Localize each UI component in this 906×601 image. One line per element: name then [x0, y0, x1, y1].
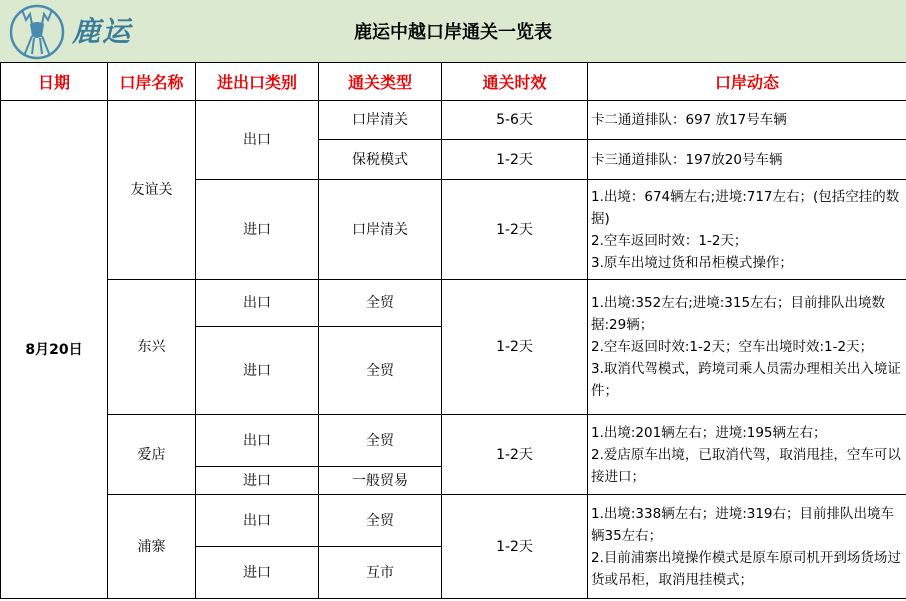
- dynamic-line: 2.目前浦寨出境操作模式是原车原司机开到场货场过货或吊柜，取消甩挂模式；: [591, 549, 901, 588]
- table-row: [1, 101, 906, 140]
- direction-cell: 出口: [196, 415, 319, 467]
- direction-cell: 出口: [196, 101, 319, 180]
- table-row: [1, 280, 906, 327]
- clearance-time-cell: 1-2天: [442, 280, 588, 415]
- table-row: [1, 495, 906, 547]
- dynamic-line: 2.爱店原车出境，已取消代驾，取消甩挂，空车可以接进口；: [591, 446, 901, 485]
- dynamic-line: 3.取消代驾模式，跨境司乘人员需办理相关出入境证件；: [591, 361, 901, 399]
- port-dynamic-cell: [588, 280, 906, 415]
- port-dynamic-cell: [588, 101, 906, 140]
- port-dynamic-cell: [588, 495, 906, 599]
- header-clearance-type: 通关类型: [319, 63, 442, 101]
- table-header-row: [1, 63, 906, 101]
- port-name-cell: 浦寨: [108, 495, 196, 599]
- port-dynamic-cell: [588, 180, 906, 280]
- clearance-type-cell: 全贸: [319, 280, 442, 327]
- clearance-type-cell: 全贸: [319, 495, 442, 547]
- table-row: [1, 415, 906, 467]
- direction-cell: 出口: [196, 495, 319, 547]
- logo-text: 鹿运: [72, 15, 133, 48]
- dynamic-line: 1.出境：674辆左右;进境:717左右；(包括空挂的数据): [591, 188, 900, 227]
- dynamic-line: 1.出境:201辆左右；进境:195辆左右；: [591, 424, 827, 441]
- direction-cell: 进口: [196, 467, 319, 495]
- header-port-name: 口岸名称: [108, 63, 196, 101]
- port-dynamic-cell: [588, 415, 906, 495]
- header-date: 日期: [1, 63, 108, 101]
- clearance-type-cell: 口岸清关: [319, 101, 442, 140]
- clearance-time-cell: 1-2天: [442, 180, 588, 280]
- port-name-cell: 友谊关: [108, 101, 196, 280]
- direction-cell: 进口: [196, 180, 319, 280]
- dynamic-line: 卡三通道排队：197放20号车辆: [591, 151, 783, 168]
- dynamic-line: 2.空车返回时效：1-2天；: [591, 232, 748, 249]
- port-name-cell: 爱店: [108, 415, 196, 495]
- port-name-cell: 东兴: [108, 280, 196, 415]
- clearance-time-cell: 1-2天: [442, 140, 588, 180]
- dynamic-line: 1.出境:352左右;进境:315左右；目前排队出境数据:29辆；: [591, 295, 886, 333]
- dynamic-line: 3.原车出境过货和吊柜模式操作；: [591, 254, 793, 271]
- date-cell: 8月20日: [1, 101, 108, 599]
- clearance-time-cell: 1-2天: [442, 415, 588, 495]
- clearance-time-cell: 5-6天: [442, 101, 588, 140]
- clearance-type-cell: 互市: [319, 547, 442, 599]
- direction-cell: 进口: [196, 547, 319, 599]
- clearance-type-cell: 全贸: [319, 327, 442, 415]
- direction-cell: 出口: [196, 280, 319, 327]
- header-port-dynamics: 口岸动态: [588, 63, 906, 101]
- dynamic-line: 2.空车返回时效:1-2天；空车出境时效:1-2天；: [591, 339, 874, 355]
- header-direction: 进出口类别: [196, 63, 319, 101]
- clearance-type-cell: 保税模式: [319, 140, 442, 180]
- dynamic-line: 卡二通道排队：697 放17号车辆: [591, 112, 787, 128]
- clearance-type-cell: 口岸清关: [319, 180, 442, 280]
- port-dynamic-cell: [588, 140, 906, 180]
- port-clearance-table: [0, 62, 906, 599]
- direction-cell: 进口: [196, 327, 319, 415]
- clearance-type-cell: 一般贸易: [319, 467, 442, 495]
- title-banner: [0, 0, 906, 63]
- clearance-type-cell: 全贸: [319, 415, 442, 467]
- clearance-time-cell: 1-2天: [442, 495, 588, 599]
- page-title: 鹿运中越口岸通关一览表: [354, 22, 552, 43]
- header-clearance-time: 通关时效: [442, 63, 588, 101]
- dynamic-line: 1.出境:338辆左右；进境:319右；目前排队出境车辆35左右；: [591, 505, 895, 544]
